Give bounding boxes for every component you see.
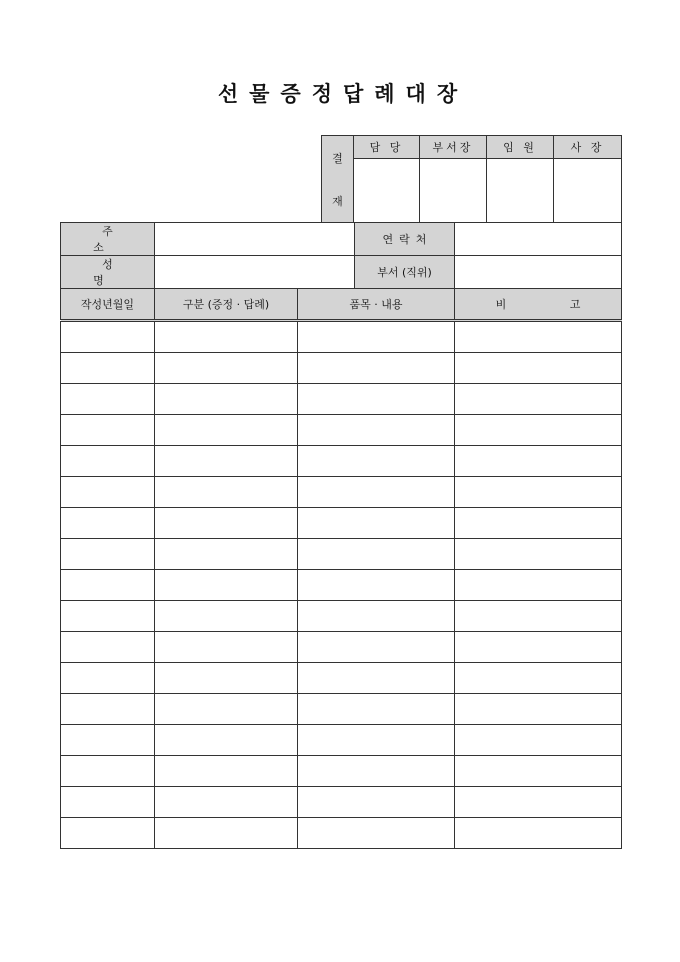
item-cell[interactable] — [298, 477, 455, 508]
remarks-cell[interactable] — [455, 353, 622, 384]
remarks-cell[interactable] — [455, 756, 622, 787]
dept-label: 부서 (직위) — [355, 256, 455, 289]
category-cell[interactable] — [155, 570, 298, 601]
category-cell[interactable] — [155, 725, 298, 756]
date-cell[interactable] — [61, 353, 155, 384]
remarks-cell[interactable] — [455, 601, 622, 632]
remarks-cell[interactable] — [455, 539, 622, 570]
address-label: 주 소 — [61, 223, 155, 256]
table-row — [61, 570, 622, 601]
date-cell[interactable] — [61, 663, 155, 694]
table-row — [61, 694, 622, 725]
document-title: 선물증정답례대장 — [217, 81, 469, 106]
date-cell[interactable] — [61, 632, 155, 663]
table-row — [61, 663, 622, 694]
item-cell[interactable] — [298, 787, 455, 818]
date-cell[interactable] — [61, 384, 155, 415]
category-cell[interactable] — [155, 663, 298, 694]
approval-box — [321, 135, 622, 223]
table-row — [61, 446, 622, 477]
table-row — [61, 415, 622, 446]
contact-label: 연락처 — [355, 223, 455, 256]
remarks-cell[interactable] — [455, 663, 622, 694]
item-cell[interactable] — [298, 384, 455, 415]
category-cell[interactable] — [155, 539, 298, 570]
dept-field[interactable] — [455, 256, 622, 289]
item-cell[interactable] — [298, 539, 455, 570]
ledger-body — [61, 321, 622, 849]
category-cell[interactable] — [155, 601, 298, 632]
category-cell[interactable] — [155, 477, 298, 508]
date-cell[interactable] — [61, 508, 155, 539]
name-label: 성 명 — [61, 256, 155, 289]
item-cell[interactable] — [298, 818, 455, 849]
remarks-cell[interactable] — [455, 694, 622, 725]
approval-role-dept-head: 부서장 — [420, 136, 487, 159]
category-cell[interactable] — [155, 508, 298, 539]
item-cell[interactable] — [298, 570, 455, 601]
approval-role-president: 사 장 — [554, 136, 622, 159]
category-cell[interactable] — [155, 446, 298, 477]
signature-cell-dept-head[interactable] — [420, 159, 487, 223]
date-cell[interactable] — [61, 756, 155, 787]
date-cell[interactable] — [61, 694, 155, 725]
category-cell[interactable] — [155, 321, 298, 353]
date-cell[interactable] — [61, 415, 155, 446]
remarks-cell[interactable] — [455, 818, 622, 849]
approval-side-label — [322, 136, 354, 223]
remarks-cell[interactable] — [455, 570, 622, 601]
category-cell[interactable] — [155, 694, 298, 725]
category-cell[interactable] — [155, 818, 298, 849]
date-cell[interactable] — [61, 321, 155, 353]
remarks-cell[interactable] — [455, 508, 622, 539]
column-header-item: 품목 · 내용 — [298, 289, 455, 321]
item-cell[interactable] — [298, 694, 455, 725]
table-row — [61, 321, 622, 353]
remarks-cell[interactable] — [455, 321, 622, 353]
date-cell[interactable] — [61, 539, 155, 570]
item-cell[interactable] — [298, 663, 455, 694]
category-cell[interactable] — [155, 787, 298, 818]
address-field[interactable] — [155, 223, 355, 256]
date-cell[interactable] — [61, 601, 155, 632]
remarks-cell[interactable] — [455, 787, 622, 818]
item-cell[interactable] — [298, 446, 455, 477]
remarks-cell[interactable] — [455, 446, 622, 477]
item-cell[interactable] — [298, 415, 455, 446]
table-row — [61, 353, 622, 384]
item-cell[interactable] — [298, 725, 455, 756]
category-cell[interactable] — [155, 384, 298, 415]
signature-cell-executive[interactable] — [487, 159, 554, 223]
item-cell[interactable] — [298, 601, 455, 632]
remarks-cell[interactable] — [455, 477, 622, 508]
table-row — [61, 601, 622, 632]
category-cell[interactable] — [155, 415, 298, 446]
table-row — [61, 725, 622, 756]
item-cell[interactable] — [298, 632, 455, 663]
table-row — [61, 539, 622, 570]
category-cell[interactable] — [155, 353, 298, 384]
gift-ledger-table — [60, 222, 622, 849]
approval-role-staff: 담 당 — [354, 136, 420, 159]
column-header-category: 구분 (증정 · 답례) — [155, 289, 298, 321]
date-cell[interactable] — [61, 818, 155, 849]
remarks-cell[interactable] — [455, 415, 622, 446]
date-cell[interactable] — [61, 446, 155, 477]
category-cell[interactable] — [155, 756, 298, 787]
table-row — [61, 508, 622, 539]
column-header-remarks: 비 고 — [455, 289, 622, 321]
category-cell[interactable] — [155, 632, 298, 663]
column-header-date: 작성년월일 — [61, 289, 155, 321]
table-row — [61, 477, 622, 508]
table-row — [61, 632, 622, 663]
date-cell[interactable] — [61, 570, 155, 601]
date-cell[interactable] — [61, 477, 155, 508]
table-row — [61, 787, 622, 818]
table-row — [61, 756, 622, 787]
item-cell[interactable] — [298, 756, 455, 787]
contact-field[interactable] — [455, 223, 622, 256]
signature-cell-president[interactable] — [554, 159, 622, 223]
remarks-cell[interactable] — [455, 384, 622, 415]
approval-side-top: 결 — [332, 151, 343, 165]
remarks-cell[interactable] — [455, 725, 622, 756]
remarks-cell[interactable] — [455, 632, 622, 663]
item-cell[interactable] — [298, 508, 455, 539]
item-cell[interactable] — [298, 353, 455, 384]
item-cell[interactable] — [298, 321, 455, 353]
approval-side-bottom: 재 — [332, 194, 343, 208]
table-row — [61, 818, 622, 849]
table-row — [61, 384, 622, 415]
date-cell[interactable] — [61, 787, 155, 818]
date-cell[interactable] — [61, 725, 155, 756]
approval-role-executive: 임 원 — [487, 136, 554, 159]
name-field[interactable] — [155, 256, 355, 289]
signature-cell-staff[interactable] — [354, 159, 420, 223]
